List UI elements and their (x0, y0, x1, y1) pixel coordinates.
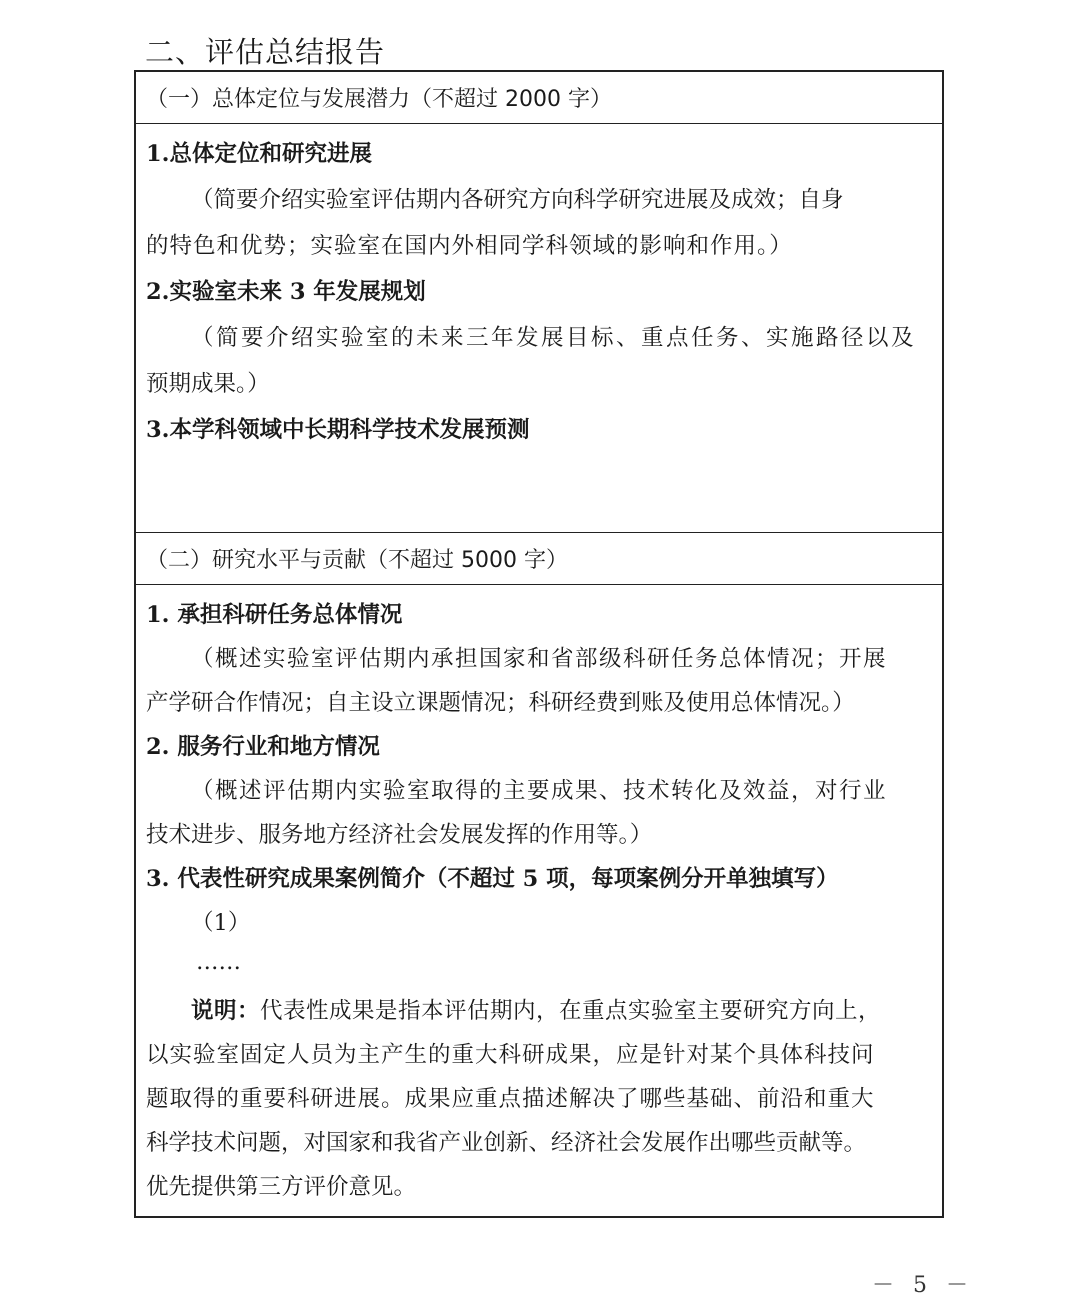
section1-header: （一）总体定位与发展潜力（不超过 2000 字） (136, 72, 942, 124)
section2-item1-title: 1. 承担科研任务总体情况 (146, 602, 403, 628)
note-label: 说明： (191, 998, 261, 1024)
section2-note-line4: 科学技术问题，对国家和我省产业创新、经济社会发展作出哪些贡献等。 (146, 1130, 867, 1156)
section2-item1-desc-line1: （概述实验室评估期内承担国家和省部级科研任务总体情况；开展 (191, 646, 888, 672)
section2-header: （二）研究水平与贡献（不超过 5000 字） (136, 533, 942, 585)
section2-note-line1 (191, 993, 881, 1025)
page-title: 二、评估总结报告 (145, 35, 386, 69)
section1-item1-desc-line2: 的特色和优势；实验室在国内外相同学科领域的影响和作用。） (146, 233, 793, 259)
section2-item2-desc-line1: （概述评估期内实验室取得的主要成果、技术转化及效益，对行业 (191, 778, 888, 804)
section2-item1-desc-line2: 产学研合作情况；自主设立课题情况；科研经费到账及使用总体情况。） (146, 690, 855, 716)
section2-item2-desc-line2: 技术进步、服务地方经济社会发展发挥的作用等。） (146, 822, 653, 848)
note-text-line1: 代表性成果是指本评估期内，在重点实验室主要研究方向上， (260, 998, 882, 1024)
section1-item1-title: 1.总体定位和研究进展 (146, 141, 372, 167)
report-form-table (134, 70, 944, 1218)
section2-note-line2: 以实验室固定人员为主产生的重大科研成果，应是针对某个具体科技问 (146, 1042, 875, 1068)
section1-item3-title: 3.本学科领域中长期科学技术发展预测 (146, 417, 530, 443)
section1-item1-desc-line1: （简要介绍实验室评估期内各研究方向科学研究进展及成效；自身 (191, 187, 844, 213)
section2-body (136, 585, 942, 1215)
section2-item3-ellipsis: …… (196, 949, 241, 975)
page-number: － 5 － (872, 1273, 974, 1298)
section2-note-line5: 优先提供第三方评价意见。 (146, 1174, 417, 1200)
section2-item3-sub1: （1） (191, 910, 251, 936)
section1-body (136, 124, 942, 532)
section2-item2-title: 2. 服务行业和地方情况 (146, 734, 380, 760)
section1-item2-desc-line1: （简要介绍实验室的未来三年发展目标、重点任务、实施路径以及 (191, 325, 917, 351)
section1-item2-desc-line2: 预期成果。） (146, 371, 270, 397)
section2-note-line3: 题取得的重要科研进展。成果应重点描述解决了哪些基础、前沿和重大 (146, 1086, 875, 1112)
section1-item2-title: 2.实验室未来 3 年发展规划 (146, 279, 426, 305)
section2-item3-title: 3. 代表性研究成果案例简介（不超过 5 项，每项案例分开单独填写） (146, 866, 839, 892)
